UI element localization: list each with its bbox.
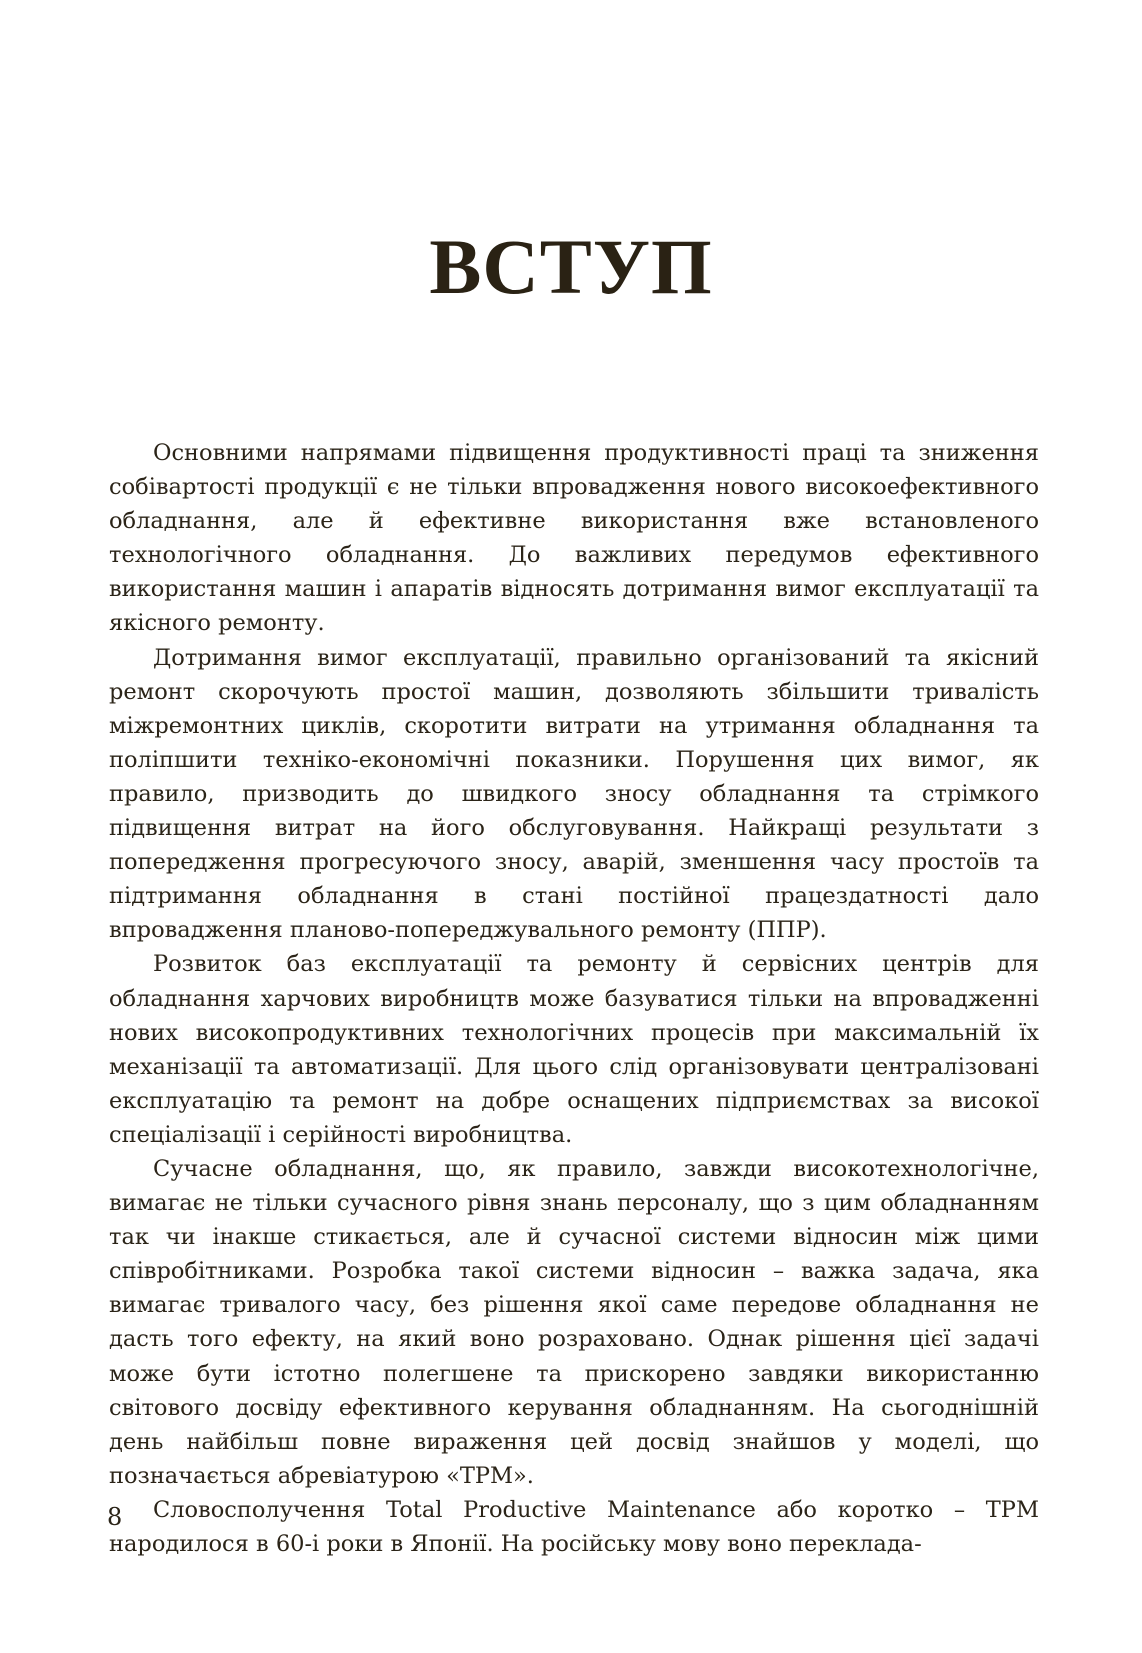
paragraph-4: Сучасне обладнання, що, як правило, завжди високотехнологічне, вимагає не тільки сучасного рівня знань персоналу, що з цим обладнанням так чи інакше стикається, але й сучасної системи відносин між цими співробітниками. Розробка такої системи відносин – важка задача, яка вимагає тривалого часу, без рішення якої саме передове обладнання не дасть того ефекту, на який воно розраховано. Однак рішення цієї задачі може бути істотно полегшене та прискорено завдяки використанню світового досвіду ефективного керування обладнанням. На сьогоднішній день найбільш повне вираження цей досвід знайшов у моделі, що позначається абревіатурою «ТРМ». bbox=[109, 1155, 1039, 1489]
paragraph-5: Словосполучення Total Productive Maintenance або коротко – ТРМ народилося в 60-і роки в Японії. На російську мову воно переклада- bbox=[109, 1496, 1039, 1557]
body-text bbox=[109, 436, 1039, 1561]
paragraph-3: Розвиток баз експлуатації та ремонту й сервісних центрів для обладнання харчових виробництв може базуватися тільки на впровадженні нових високопродуктивних технологічних процесів при максимальній їх механізації та автоматизації. Для цього слід організовувати централізовані експлуатацію та ремонт на добре оснащених підприємствах за високої спеціалізації і серійності виробництва. bbox=[109, 951, 1039, 1148]
page-number: 8 bbox=[107, 1503, 123, 1531]
paragraph-2: Дотримання вимог експлуатації, правильно організований та якісний ремонт скорочують простої машин, дозволяють збільшити тривалість міжремонтних циклів, скоротити витрати на утримання обладнання та поліпшити техніко-економічні показники. Порушення цих вимог, як правило, призводить до швидкого зносу обладнання та стрімкого підвищення витрат на його обслуговування. Найкращі результати з попередження прогресуючого зносу, аварій, зменшення часу простоїв та підтримання обладнання в стані постійної працездатності дало впровадження планово-попереджувального ремонту (ППР). bbox=[109, 644, 1039, 944]
page-title: ВСТУП bbox=[429, 223, 713, 311]
paragraph-1: Основними напрямами підвищення продуктивності праці та зниження собівартості продукції є не тільки впровадження нового високоефективного обладнання, але й ефективне використання вже встановленого технологічного обладнання. До важливих передумов ефективного використання машин і апаратів відносять дотримання вимог експлуатації та якісного ремонту. bbox=[109, 440, 1039, 637]
